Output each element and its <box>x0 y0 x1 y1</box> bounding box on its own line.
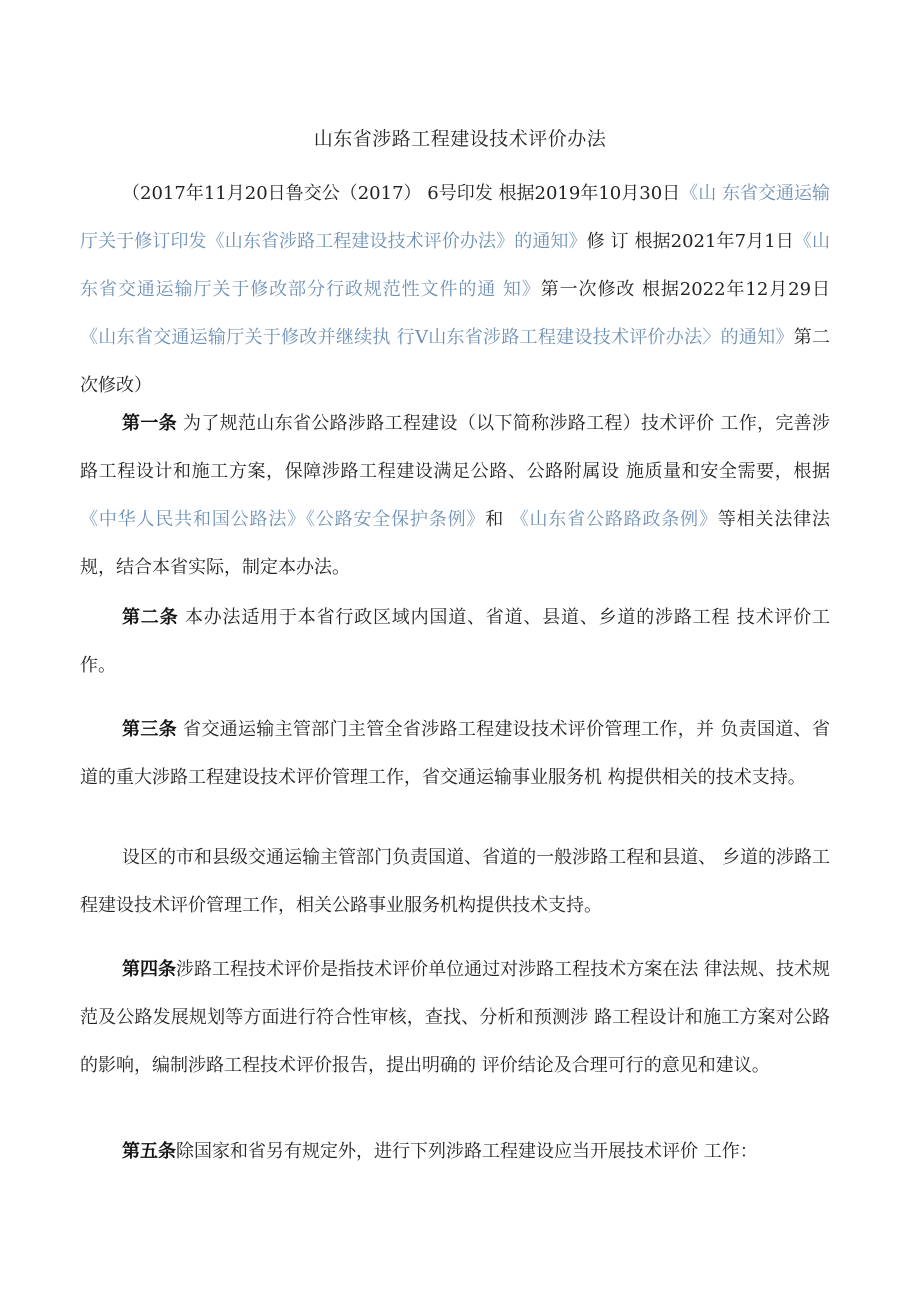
preamble-text-1: （2017年11月20日鲁交公（2017） 6号印发 根据2019年10月30日 <box>122 183 681 204</box>
article-1-text-3: 等相关法律法规，结合本省实际，制定本办法。 <box>80 509 831 578</box>
article-3-text: 省交通运输主管部门主管全省涉路工程建设技术评价管理工作，并 负责国道、省道的重大涉路工程建设技术评价管理工作，省交通运输事业服务机 构提供相关的技术支持。 <box>80 719 830 788</box>
preamble-link-2021-notice[interactable]: 《山东省交通运输厅关于修改部分行政规范性文件的通 知》 <box>80 231 830 300</box>
document-title: 山东省涉路工程建设技术评价办法 <box>313 128 607 150</box>
article-2-label: 第二条 <box>122 607 179 628</box>
article-1-text-1: 为了规范山东省公路涉路工程建设（以下简称涉路工程）技术评价 工作，完善涉路工程设计和施工方案，保障涉路工程建设满足公路、公路附属设 施质量和安全需要，根据 <box>80 413 830 482</box>
article-3-paragraph-2: 设区的市和县级交通运输主管部门负责国道、省道的一般涉路工程和县道、 乡道的涉路工程建设技术评价管理工作，相关公路事业服务机构提供技术支持。 <box>80 847 830 916</box>
article-5-text: 除国家和省另有规定外，进行下列涉路工程建设应当开展技术评价 工作： <box>176 1141 758 1162</box>
article-5-label: 第五条 <box>122 1141 176 1162</box>
preamble-paragraph <box>80 170 830 410</box>
article-1-link-laws[interactable]: 《中华人民共和国公路法》《公路安全保护条例》 <box>80 509 486 530</box>
preamble-text-4: 第二次修改） <box>80 327 831 396</box>
preamble-link-2019-notice[interactable]: 《山 东省交通运输厅关于修订印发《山东省涉路工程建设技术评价办法》的通知》 <box>80 183 830 252</box>
article-5-paragraph <box>80 1128 830 1176</box>
preamble-text-3: 第一次修改 根据2022年12月29日 <box>540 279 830 300</box>
article-2-paragraph <box>80 594 830 690</box>
article-1-text-2: 和 <box>485 509 511 530</box>
preamble-text-2: 修 订 根据2021年7月1日 <box>586 231 794 252</box>
article-4-label: 第四条 <box>122 959 177 980</box>
article-1-paragraph <box>80 400 830 592</box>
article-2-text: 本办法适用于本省行政区域内国道、省道、县道、乡道的涉路工程 技术评价工作。 <box>80 607 830 676</box>
article-1-label: 第一条 <box>122 413 177 434</box>
article-3-paragraph <box>80 706 830 802</box>
article-3-label: 第三条 <box>122 719 177 740</box>
article-4-text: 涉路工程技术评价是指技术评价单位通过对涉路工程技术方案在法 律法规、技术规范及公路发展规划等方面进行符合性审核，查找、分析和预测涉 路工程设计和施工方案对公路的影响，编制涉路工程技术评价报告，提出明确的 评价结论及合理可行的意见和建议。 <box>80 959 831 1076</box>
article-4-paragraph <box>80 946 830 1090</box>
preamble-link-2022-notice[interactable]: 《山东省交通运输厅关于修改并继续执 行V山东省涉路工程建设技术评价办法〉的通知》 <box>80 327 794 348</box>
article-1-link-regulation[interactable]: 《山东省公路路政条例》 <box>510 509 718 530</box>
